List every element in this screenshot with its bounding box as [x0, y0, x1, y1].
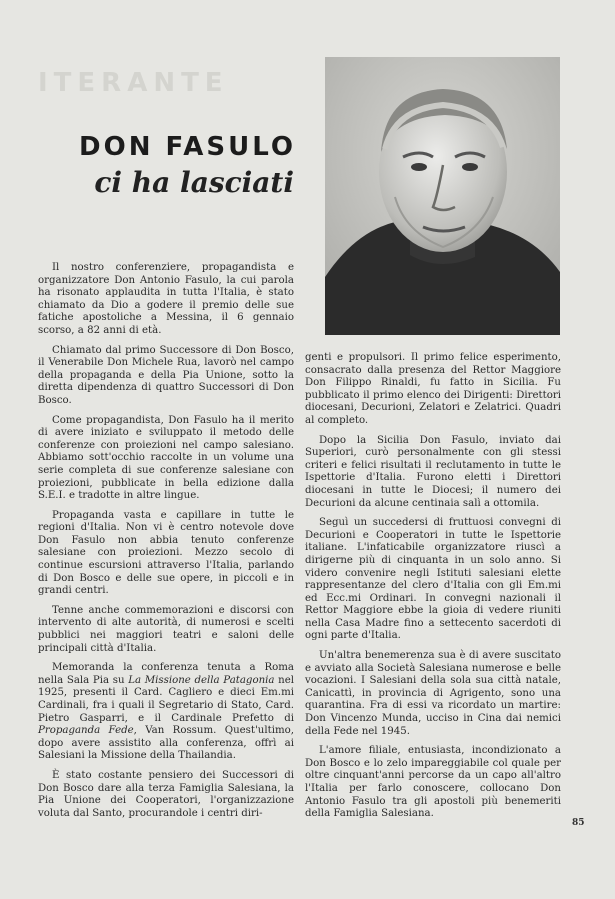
- portrait-illustration: [325, 57, 560, 335]
- paragraph: È stato costante pensiero dei Successori di Don Bosco dare alla terza Famiglia Salesiana, la Pia Unione dei Cooperatori, l'organizzazione voluta dal Santo, procurandole i centri diri-: [38, 769, 294, 819]
- portrait-photo: [325, 57, 560, 335]
- article-title: DON FASULO: [79, 132, 296, 162]
- paragraph: [38, 662, 294, 763]
- paragraph: L'amore filiale, entusiasta, incondizionato a Don Bosco e lo zelo impareggiabile col quale per oltre cinquant'anni percorse da un capo all'altro l'Italia per farlo conoscere, collocano Don Antonio Fasulo tra gli apostoli più benemeriti della Famiglia Salesiana.: [305, 745, 561, 820]
- article-column-left: [38, 262, 294, 827]
- paragraph: Seguì un succedersi di fruttuosi convegni di Decurioni e Cooperatori in tutte le Ispettorie italiane. L'infaticabile organizzatore riuscì a dirigerne più di cinquanta in un solo anno. Si videro convenire negli Istituti salesiani elette rappresentanze del clero d'Italia con gli Em.mi ed Ecc.mi Ordinari. In convegni nazionali il Rettor Maggiore ebbe la gioia di vedere riuniti nella Casa Madre fino a settecento sacerdoti di ogni parte d'Italia.: [305, 517, 561, 642]
- text-run: , Van Rossum. Quest'ultimo, dopo avere assistito alla conferenza, offrì ai Salesiani la Missione della Thailandia.: [38, 725, 294, 762]
- paragraph: Chiamato dal primo Successore di Don Bosco, il Venerabile Don Michele Rua, lavorò nel campo della propaganda e della Pia Unione, sotto la diretta dipendenza di quattro Successori di Don Bosco.: [38, 344, 294, 406]
- text-run: nel 1925, presenti il Card. Cagliero e dieci Em.mi Cardinali, fra i quali il Segretario di Stato, Card. Pietro Gasparri, e il Cardinale Prefetto di: [38, 674, 294, 724]
- paragraph: Propaganda vasta e capillare in tutte le regioni d'Italia. Non vi è centro notevole dove Don Fasulo non abbia tenuto conferenze salesiane con proiezioni. Mezzo secolo di continue escursioni attraverso l'Italia, parlando di Don Bosco e delle sue opere, in piccoli e in grandi centri.: [38, 509, 294, 597]
- paragraph: Il nostro conferenziere, propagandista e organizzatore Don Antonio Fasulo, la cui parola ha risonato applaudita in tutta l'Italia, è stato chiamato da Dio a godere il premio delle sue fatiche apostoliche a Messina, il 6 gennaio scorso, a 82 anni di età.: [38, 262, 294, 336]
- article-column-right: [305, 352, 561, 828]
- article-subtitle: ci ha lasciati: [94, 166, 294, 199]
- italic-title: Propaganda Fede: [38, 725, 134, 737]
- paragraph: Dopo la Sicilia Don Fasulo, inviato dai Superiori, curò personalmente con gli stessi criteri e felici risultati il reclutamento in tutte le Ispettorie d'Italia. Furono eletti i Direttori diocesani in tutte le Diocesi; il numero dei Decurioni da alcune centinaia salì a ottomila.: [305, 434, 561, 509]
- italic-title: La Missione della Patagonia: [128, 674, 275, 686]
- paragraph: Un'altra benemerenza sua è di avere suscitato e avviato alla Società Salesiana numerose e belle vocazioni. I Salesiani della sola sua città natale, Canicattì, in provincia di Agrigento, sono una quarantina. Fra di essi va ricordato un martire: Don Vincenzo Munda, ucciso in Cina dai nemici della Fede nel 1945.: [305, 650, 561, 737]
- paragraph: genti e propulsori. Il primo felice esperimento, consacrato dalla presenza del Rettor Maggiore Don Filippo Rinaldi, fu fatto in Sicilia. Fu pubblicato il primo elenco dei Dirigenti: Direttori diocesani, Decurioni, Zelatori e Zelatrici. Quadri al completo.: [305, 352, 561, 426]
- page-number: 85: [572, 818, 585, 828]
- paragraph: Come propagandista, Don Fasulo ha il merito di avere iniziato e sviluppato il metodo delle conferenze con proiezioni nel campo salesiano. Abbiamo sott'occhio raccolte in un volume una serie completa di sue conferenze salesiane con proiezioni, pubblicate in bella edizione dalla S.E.I. e tradotte in altre lingue.: [38, 414, 294, 502]
- paragraph: Tenne anche commemorazioni e discorsi con intervento di alte autorità, di numerosi e scelti pubblici nei maggiori teatri e saloni delle principali città d'Italia.: [38, 604, 294, 654]
- text-run: Memoranda la conferenza tenuta a Roma nella Sala Pia su: [38, 662, 294, 686]
- bleed-through-heading: ITERANTE: [38, 68, 229, 96]
